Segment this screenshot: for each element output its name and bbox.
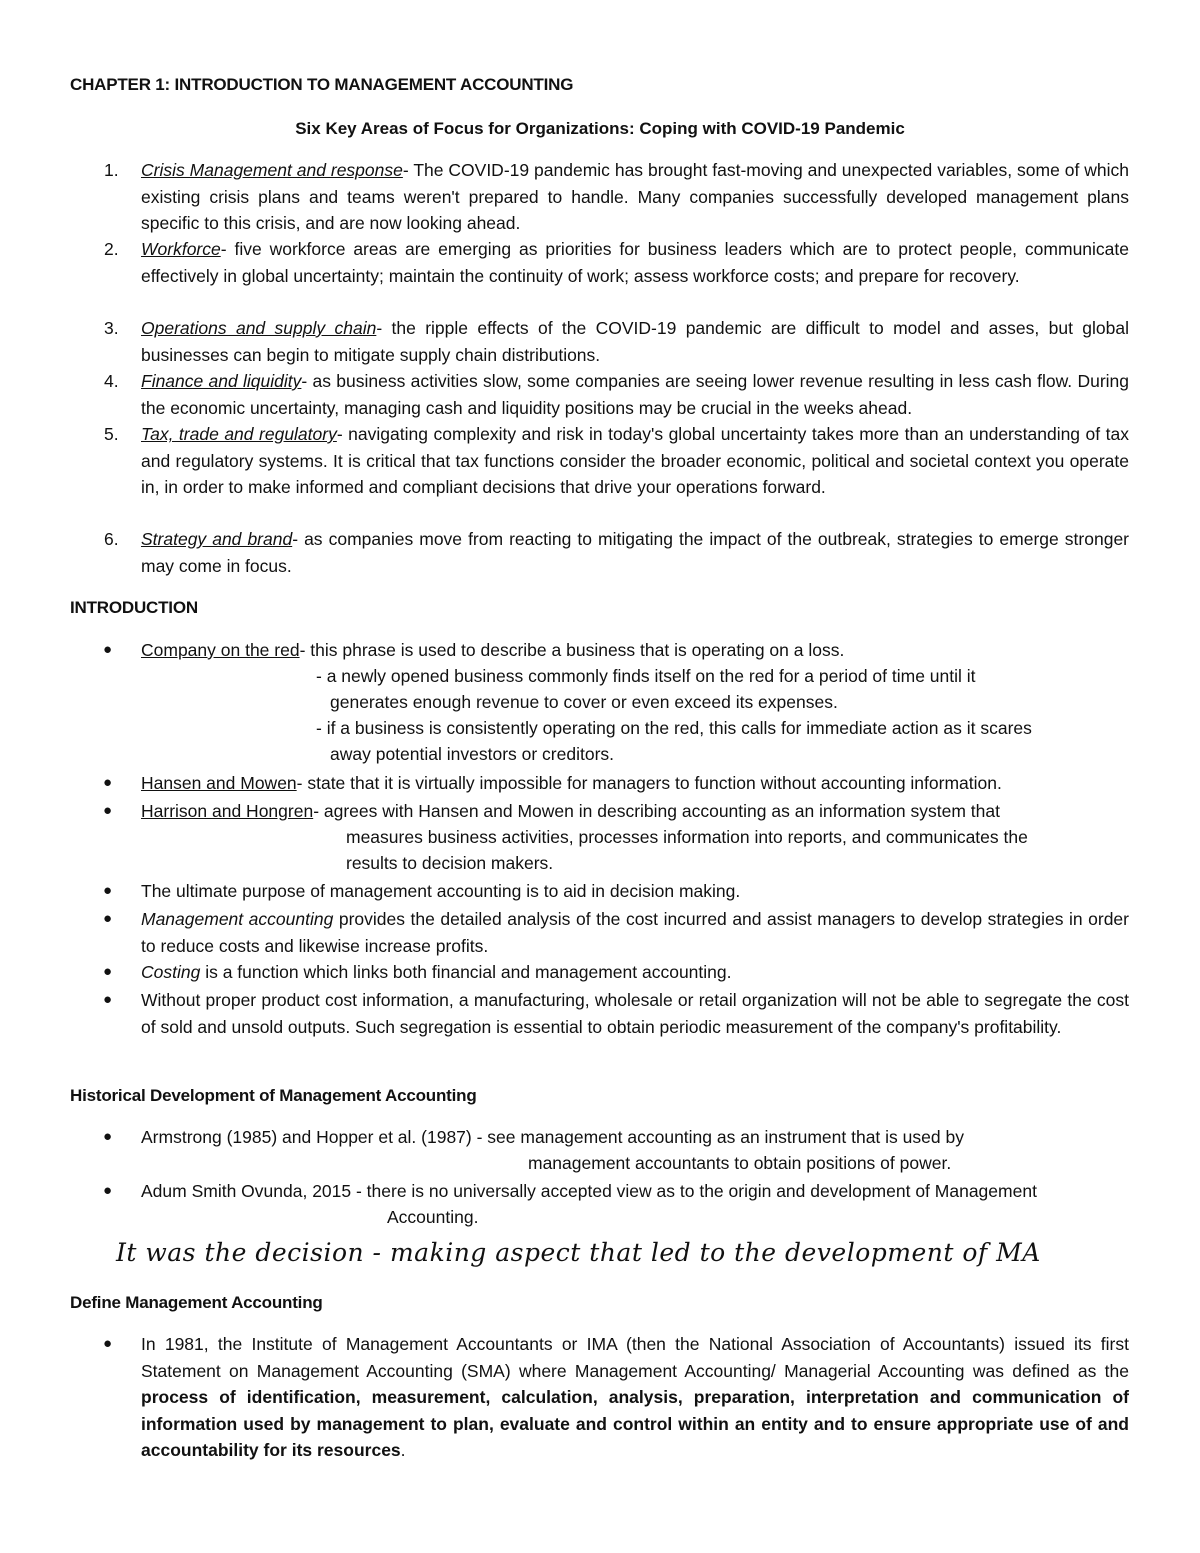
bullet-icon: ●	[103, 1128, 113, 1145]
bullet-icon: ●	[103, 882, 113, 899]
list-item: Harrison and Hongren- agrees with Hansen and Mowen in describing accounting as an information system that	[141, 801, 1000, 821]
list-item: Adum Smith Ovunda, 2015 - there is no universally accepted view as to the origin and development of Management	[141, 1181, 1037, 1201]
history-heading: Historical Development of Management Accounting	[70, 1086, 477, 1105]
list-item: Without proper product cost information, a manufacturing, wholesale or retail organization will not be able to segregate the cost of sold and unsold outputs. Such segregation is essential to obtain periodic measurement of the company's profitability.	[141, 990, 1129, 1037]
bullet-icon: ●	[103, 1335, 113, 1352]
area-text: - as business activities slow, some companies are seeing lower revenue resulting in less cash flow. During the economic uncertainty, managing cash and liquidity positions may be crucial in the weeks ahead.	[141, 371, 1130, 418]
list-item: Management accounting provides the detailed analysis of the cost incurred and assist managers to develop strategies in order to reduce costs and likewise increase profits.	[141, 909, 1129, 956]
area-text: - The COVID-19 pandemic has brought fast-moving and unexpected variables, some of which existing crisis plans and teams weren't prepared to handle. Many companies successfully developed management plans specific to this crisis, and are now looking ahead.	[141, 160, 1129, 233]
area-term: Operations and supply chain	[141, 318, 377, 338]
list-item: Armstrong (1985) and Hopper et al. (1987) - see management accounting as an instrument that is used by	[141, 1127, 964, 1147]
bullet-icon: ●	[103, 774, 113, 791]
area-text: - as companies move from reacting to mitigating the impact of the outbreak, strategies to emerge stronger may come in focus.	[141, 529, 1129, 576]
sub-point: results to decision makers.	[346, 853, 554, 873]
bullet-icon: ●	[103, 1182, 113, 1199]
sub-point: - if a business is consistently operating on the red, this calls for immediate action as it scares	[316, 718, 1032, 738]
bullet-icon: ●	[103, 802, 113, 819]
item-number: 6.	[104, 529, 119, 549]
define-heading: Define Management Accounting	[70, 1293, 323, 1312]
item-number: 2.	[104, 239, 119, 259]
list-item: Costing is a function which links both financial and management accounting.	[141, 962, 732, 982]
definition-emphasis: process of identification, measurement, calculation, analysis, preparation, interpretation and communication of information used by management to plan, evaluate and control within an entity and to ensure appropriate use of and accountability for its resources	[141, 1387, 1129, 1460]
area-term: Crisis Management and response	[141, 160, 403, 180]
list-item: Hansen and Mowen- state that it is virtually impossible for managers to function without accounting information.	[141, 773, 1002, 793]
list-item: Company on the red- this phrase is used to describe a business that is operating on a loss.	[141, 640, 845, 660]
sub-point: generates enough revenue to cover or even exceed its expenses.	[330, 692, 838, 712]
area-text: - five workforce areas are emerging as priorities for business leaders which are to protect people, communicate effectively in global uncertainty; maintain the continuity of work; assess workforce costs; and prepare for recovery.	[141, 239, 1129, 286]
term: Harrison and Hongren	[141, 801, 314, 821]
bullet-icon: ●	[103, 963, 113, 980]
bullet-icon: ●	[103, 641, 113, 658]
sub-point: management accountants to obtain positions of power.	[528, 1153, 952, 1173]
area-text: - the ripple effects of the COVID-19 pandemic are difficult to model and asses, but global businesses can begin to mitigate supply chain distributions.	[141, 318, 1130, 365]
term: Company on the red	[141, 640, 300, 660]
area-term: Finance and liquidity	[141, 371, 302, 391]
introduction-heading: INTRODUCTION	[70, 598, 198, 617]
item-number: 5.	[104, 424, 119, 444]
list-item: In 1981, the Institute of Management Accountants or IMA (then the National Association of Accountants) issued its first Statement on Management Accounting (SMA) where Management Accounting/ Managerial Accounting was defined as the process of identification, measurement, calculation, analysis, preparation, interpretation and communication of information used by management to plan, evaluate and control within an entity and to ensure appropriate use of and accountability for its resources.	[141, 1334, 1129, 1460]
area-term: Tax, trade and regulatory	[141, 424, 337, 444]
term: Hansen and Mowen	[141, 773, 297, 793]
item-number: 3.	[104, 318, 119, 338]
sub-point: - a newly opened business commonly finds itself on the red for a period of time until it	[316, 666, 976, 686]
item-number: 4.	[104, 371, 119, 391]
chapter-title: CHAPTER 1: INTRODUCTION TO MANAGEMENT ACCOUNTING	[70, 75, 574, 94]
list-item: The ultimate purpose of management accounting is to aid in decision making.	[141, 881, 741, 901]
area-term: Strategy and brand	[141, 529, 293, 549]
handwritten-note: It was the decision - making aspect that led to the development of MA	[116, 1238, 1041, 1267]
bullet-icon: ●	[103, 910, 113, 927]
sub-point: measures business activities, processes information into reports, and communicates the	[346, 827, 1028, 847]
term: Management accounting	[141, 909, 334, 929]
bullet-icon: ●	[103, 991, 113, 1008]
section-subtitle: Six Key Areas of Focus for Organizations: Coping with COVID-19 Pandemic	[295, 119, 905, 138]
sub-point: Accounting.	[387, 1207, 479, 1227]
area-text: - navigating complexity and risk in today's global uncertainty takes more than an understanding of tax and regulatory systems. It is critical that tax functions consider the broader economic, political and societal context you operate in, in order to make informed and compliant decisions that drive your operations forward.	[141, 424, 1129, 497]
sub-point: away potential investors or creditors.	[330, 744, 615, 764]
area-term: Workforce	[141, 239, 221, 259]
term: Costing	[141, 962, 201, 982]
item-number: 1.	[104, 160, 119, 180]
